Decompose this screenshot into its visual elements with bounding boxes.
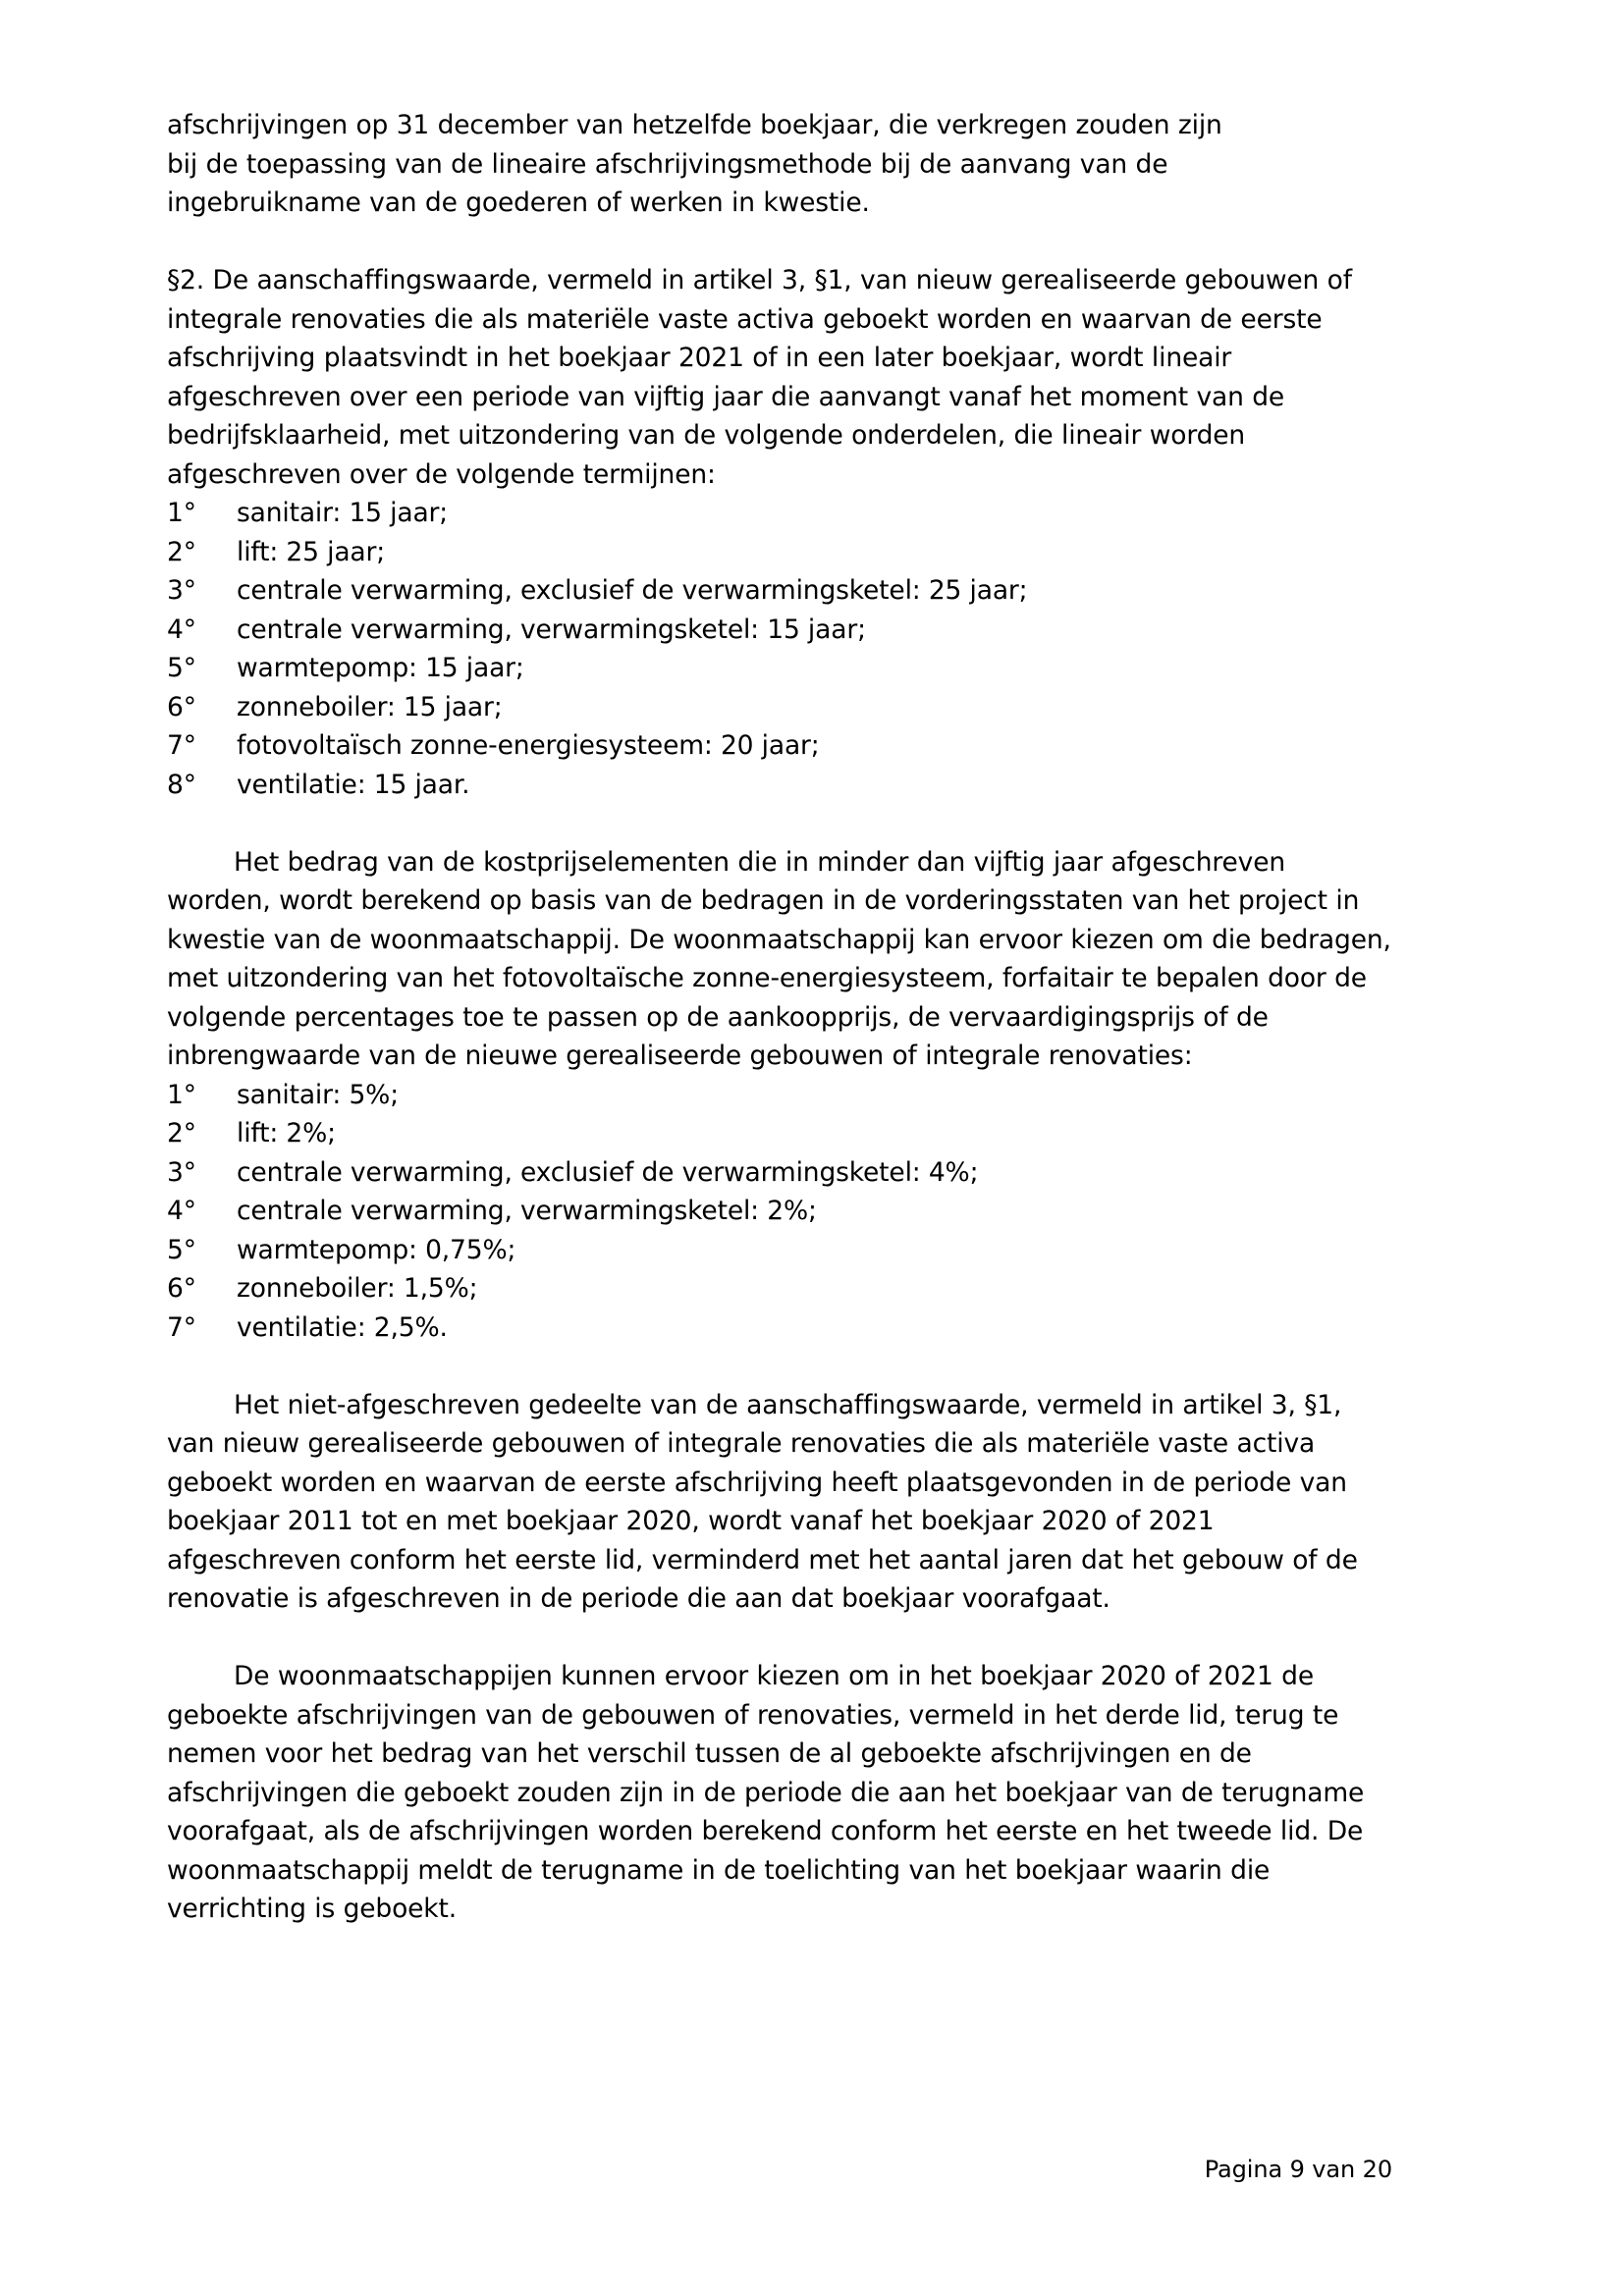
list-item: [167, 766, 1392, 805]
list-item-number: 4°: [167, 614, 196, 645]
list-item-number: 3°: [167, 575, 196, 606]
paragraph-text: Het niet-afgeschreven gedeelte van de aanschaffingswaarde, vermeld in artikel 3, §1, van nieuw gerealiseerde gebouwen of integrale renovaties die als materiële vaste activa geboekt worden en waarvan de eerste afschrijving heeft plaatsgevonden in de periode van boekjaar 2011 tot en met boekjaar 2020, wordt vanaf het boekjaar 2020 of 2021 afgeschreven conform het eerste lid, verminderd met het aantal jaren dat het gebouw of de renovatie is afgeschreven in de periode die aan dat boekjaar voorafgaat.: [167, 1389, 1358, 1614]
list-item-number: 5°: [167, 653, 196, 683]
list-item-label: warmtepomp: 0,75%;: [237, 1234, 516, 1265]
list-item-number: 7°: [167, 1311, 196, 1343]
list-item-number: 2°: [167, 536, 196, 567]
list-item: [167, 1308, 1392, 1348]
list-item-label: sanitair: 5%;: [237, 1079, 399, 1110]
paragraph-niet-afgeschreven: [167, 1386, 1392, 1619]
list-item-number: 7°: [167, 730, 196, 761]
list-item: [167, 1192, 1392, 1231]
list-item-label: centrale verwarming, verwarmingsketel: 2%;: [237, 1196, 817, 1226]
paragraph-line: ingebruikname van de goederen of werken in kwestie.: [167, 187, 870, 218]
list-item-number: 1°: [167, 1079, 196, 1110]
list-item: [167, 688, 1392, 727]
paragraph-text: Het bedrag van de kostprijselementen die in minder dan vijftig jaar afgeschreven worden, wordt berekend op basis van de bedragen in de vorderingsstaten van het project in kwestie van de woonmaatschappij. De woonmaatschappij kan ervoor kiezen om die bedragen, met uitzondering van het fotovoltaïsche zonne-energiesysteem, forfaitair te bepalen door de volgende percentages toe te passen op de aankoopprijs, de vervaardigingsprijs of de inbrengwaarde van de nieuwe gerealiseerde gebouwen of integrale renovaties:: [167, 846, 1391, 1071]
paragraph-spacer: [167, 1619, 1392, 1658]
paragraph-spacer: [167, 223, 1392, 262]
list-item-label: ventilatie: 2,5%.: [237, 1311, 448, 1343]
page-number-label: Pagina 9 van 20: [1204, 2156, 1392, 2183]
list-item-number: 6°: [167, 691, 196, 722]
paragraph-kostprijselementen: [167, 843, 1392, 1076]
paragraph-line: bij de toepassing van de lineaire afschrijvingsmethode bij de aanvang van de: [167, 148, 1168, 180]
list-forfaitaire-percentages: [167, 1076, 1392, 1348]
list-item-number: 5°: [167, 1234, 196, 1265]
list-item: [167, 1153, 1392, 1193]
paragraph-text: De woonmaatschappijen kunnen ervoor kiezen om in het boekjaar 2020 of 2021 de geboekte afschrijvingen van de gebouwen of renovaties, vermeld in het derde lid, terug te nemen voor het bedrag van het verschil tussen de al geboekte afschrijvingen en de afschrijvingen die geboekt zouden zijn in de periode die aan het boekjaar van de terugname voorafgaat, als de afschrijvingen worden berekend conform het eerste en het tweede lid. De woonmaatschappij meldt de terugname in de toelichting van het boekjaar waarin die verrichting is geboekt.: [167, 1661, 1365, 1924]
paragraph-line: afschrijvingen op 31 december van hetzelfde boekjaar, die verkregen zouden zijn: [167, 110, 1222, 140]
list-item: [167, 649, 1392, 688]
paragraph-spacer: [167, 804, 1392, 843]
list-item: [167, 1231, 1392, 1270]
list-item-label: sanitair: 15 jaar;: [237, 498, 449, 528]
paragraph-section-2: §2. De aanschaffingswaarde, vermeld in artikel 3, §1, van nieuw gerealiseerde gebouwen of integrale renovaties die als materiële vaste activa geboekt worden en waarvan de eerste afschrijving plaatsvindt in het boekjaar 2021 of in een later boekjaar, wordt lineair afgeschreven over een periode van vijftig jaar die aanvangt vanaf het moment van de bedrijfsklaarheid, met uitzondering van de volgende onderdelen, die lineair worden afgeschreven over de volgende termijnen:: [167, 265, 1352, 490]
list-item-label: centrale verwarming, exclusief de verwarmingsketel: 4%;: [237, 1156, 979, 1188]
list-item: [167, 1269, 1392, 1308]
paragraph-continuation: [167, 106, 1392, 223]
page-content: [167, 106, 1392, 1929]
list-item-label: zonneboiler: 1,5%;: [237, 1273, 478, 1304]
list-item: [167, 571, 1392, 611]
list-item: [167, 494, 1392, 533]
list-item-label: fotovoltaïsch zonne-energiesysteem: 20 jaar;: [237, 730, 820, 761]
list-item-number: 6°: [167, 1273, 196, 1304]
list-item: [167, 726, 1392, 766]
list-item-number: 8°: [167, 769, 196, 800]
list-item: [167, 611, 1392, 650]
list-item-label: warmtepomp: 15 jaar;: [237, 653, 524, 683]
paragraph-spacer: [167, 1347, 1392, 1386]
list-item: [167, 1076, 1392, 1115]
list-item-label: zonneboiler: 15 jaar;: [237, 691, 503, 722]
list-item-label: centrale verwarming, verwarmingsketel: 15 jaar;: [237, 614, 866, 645]
list-item-label: ventilatie: 15 jaar.: [237, 769, 470, 800]
list-item-label: centrale verwarming, exclusief de verwarmingsketel: 25 jaar;: [237, 575, 1028, 606]
list-afschrijvingstermijnen: [167, 494, 1392, 804]
list-item: [167, 533, 1392, 572]
list-item-number: 3°: [167, 1156, 196, 1188]
list-item-number: 4°: [167, 1196, 196, 1226]
list-item-label: lift: 2%;: [237, 1118, 336, 1148]
list-item: [167, 1114, 1392, 1153]
list-item-label: lift: 25 jaar;: [237, 536, 386, 567]
list-item-number: 2°: [167, 1118, 196, 1148]
paragraph-woonmaatschappijen: [167, 1657, 1392, 1929]
list-item-number: 1°: [167, 498, 196, 528]
